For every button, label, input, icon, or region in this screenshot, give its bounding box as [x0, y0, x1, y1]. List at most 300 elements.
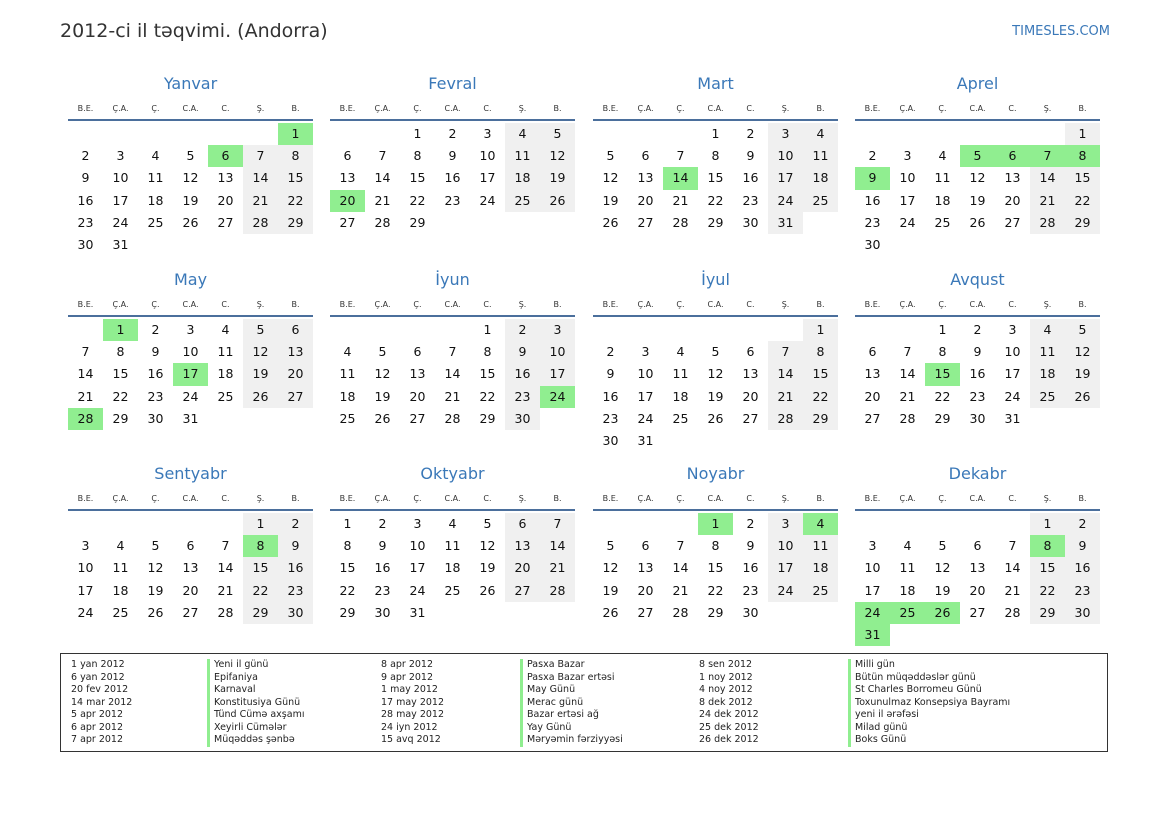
holiday-date: 6 yan 2012	[71, 671, 125, 683]
day-cell: 2	[973, 322, 982, 337]
day-cell: 3	[1008, 322, 1017, 337]
day-cell: 7	[676, 538, 685, 554]
day-cell: 10	[1004, 344, 1021, 360]
weekday-label: Ç.A.	[374, 494, 391, 503]
holiday-name: St Charles Borromeu Günü	[848, 684, 1010, 697]
holiday-date: 9 apr 2012	[381, 671, 434, 683]
day-cell: 24	[899, 214, 916, 230]
day-cell: 3	[868, 538, 877, 554]
day-cell: 22	[339, 582, 356, 598]
empty-cell	[925, 513, 960, 535]
day-cell: 13	[864, 366, 881, 382]
holiday-date: 26 dek 2012	[699, 734, 759, 745]
empty-cell	[855, 513, 890, 535]
empty-cell	[663, 513, 698, 535]
day-cell: 27	[742, 410, 759, 426]
day-cell: 11	[505, 145, 540, 167]
day-cell: 6	[641, 148, 650, 164]
weekday-label: Ç.	[938, 104, 947, 113]
empty-cell	[663, 319, 698, 341]
holiday-date-column	[381, 659, 444, 747]
holiday-date: 6 apr 2012	[71, 721, 124, 733]
day-cell: 5	[483, 516, 492, 531]
day-cell: 25	[1030, 386, 1065, 408]
day-cell: 26	[182, 214, 199, 230]
weekday-label: C.	[1008, 494, 1017, 503]
weekday-label: B.E.	[864, 300, 881, 309]
days-grid	[593, 513, 838, 624]
empty-cell	[365, 319, 400, 341]
day-cell: 7	[81, 344, 90, 360]
holiday-name-column	[520, 659, 623, 747]
week-row	[330, 167, 575, 189]
day-cell: 17	[637, 388, 654, 404]
weekday-label: B.	[553, 104, 562, 113]
day-cell: 6	[186, 538, 195, 554]
weekday-label: C.	[746, 300, 755, 309]
holiday-name: Milad günü	[848, 722, 1010, 735]
empty-cell	[803, 212, 838, 234]
day-cell: 17	[173, 363, 208, 385]
day-cell: 11	[444, 538, 461, 554]
empty-cell	[1030, 624, 1065, 646]
day-cell: 19	[602, 192, 619, 208]
empty-cell	[540, 408, 575, 430]
day-cell: 5	[151, 538, 160, 554]
month-name: May	[173, 270, 208, 289]
empty-cell	[330, 123, 365, 145]
empty-cell	[768, 430, 803, 452]
holiday-date: 1 may 2012	[381, 684, 438, 695]
day-cell: 7	[1008, 538, 1017, 554]
day-cell: 20	[409, 388, 426, 404]
empty-cell	[890, 123, 925, 145]
holiday-name: Bazar ertəsi ağ	[520, 709, 623, 722]
weekday-label: C.A.	[182, 104, 199, 113]
day-cell: 3	[81, 538, 90, 554]
day-cell: 27	[182, 604, 199, 620]
day-cell: 25	[444, 582, 461, 598]
day-cell: 16	[1065, 557, 1100, 579]
day-cell: 8	[413, 148, 422, 164]
holiday-date: 20 fev 2012	[71, 684, 129, 695]
day-cell: 28	[540, 580, 575, 602]
day-cell: 3	[768, 123, 803, 145]
weekday-label: C.	[1008, 104, 1017, 113]
day-cell: 21	[243, 190, 278, 212]
weekday-header	[68, 102, 313, 116]
header-rule	[68, 119, 313, 121]
empty-cell	[890, 234, 925, 256]
day-cell: 28	[768, 408, 803, 430]
day-cell: 27	[505, 580, 540, 602]
empty-cell	[243, 234, 278, 256]
day-cell: 29	[803, 408, 838, 430]
week-row	[68, 123, 313, 145]
day-cell: 26	[243, 386, 278, 408]
weekday-label: B.E.	[602, 494, 619, 503]
weekday-label: B.E.	[602, 104, 619, 113]
day-cell: 24	[479, 192, 496, 208]
day-cell: 10	[768, 535, 803, 557]
day-cell: 6	[278, 319, 313, 341]
day-cell: 11	[339, 366, 356, 382]
week-row	[330, 123, 575, 145]
day-cell: 26	[925, 602, 960, 624]
holiday-date: 4 noy 2012	[699, 684, 753, 695]
day-cell: 28	[899, 410, 916, 426]
day-cell: 9	[606, 366, 615, 382]
day-cell: 13	[182, 560, 199, 576]
day-cell: 21	[77, 388, 94, 404]
weekday-label: Ç.A.	[112, 104, 129, 113]
day-cell: 22	[243, 580, 278, 602]
day-cell: 16	[505, 363, 540, 385]
day-cell: 17	[409, 560, 426, 576]
site-link[interactable]: TIMESLES.COM	[1012, 24, 1110, 39]
day-cell: 30	[1065, 602, 1100, 624]
day-cell: 6	[995, 145, 1030, 167]
empty-cell	[995, 624, 1030, 646]
weekday-label: C.A.	[969, 104, 986, 113]
empty-cell	[768, 319, 803, 341]
day-cell: 1	[413, 126, 422, 141]
weekday-label: B.E.	[339, 494, 356, 503]
week-row	[68, 408, 313, 430]
holiday-list	[60, 653, 1108, 752]
weekday-label: Ç.A.	[112, 300, 129, 309]
day-cell: 27	[339, 214, 356, 230]
day-cell: 19	[1065, 363, 1100, 385]
weekday-label: B.E.	[864, 104, 881, 113]
day-cell: 20	[864, 388, 881, 404]
weekday-label: B.E.	[339, 300, 356, 309]
day-cell: 8	[116, 344, 125, 360]
day-cell: 30	[602, 432, 619, 448]
week-row	[68, 190, 313, 212]
day-cell: 15	[112, 366, 129, 382]
day-cell: 29	[707, 604, 724, 620]
week-row	[330, 145, 575, 167]
empty-cell	[138, 513, 173, 535]
day-cell: 16	[147, 366, 164, 382]
day-cell: 1	[243, 513, 278, 535]
day-cell: 11	[803, 145, 838, 167]
day-cell: 24	[768, 580, 803, 602]
day-cell: 5	[960, 145, 995, 167]
header-rule	[330, 315, 575, 317]
days-grid	[68, 123, 313, 256]
empty-cell	[1030, 123, 1065, 145]
day-cell: 28	[1004, 604, 1021, 620]
empty-cell	[803, 602, 838, 624]
day-cell: 16	[444, 170, 461, 186]
day-cell: 29	[409, 214, 426, 230]
weekday-header	[593, 492, 838, 506]
day-cell: 4	[151, 148, 160, 164]
day-cell: 23	[742, 192, 759, 208]
day-cell: 14	[1030, 167, 1065, 189]
week-row	[855, 341, 1100, 363]
holiday-date: 5 apr 2012	[71, 709, 124, 720]
holiday-name: Milli gün	[848, 659, 1010, 672]
holiday-name: Müqəddəs şənbə	[207, 734, 304, 747]
week-row	[68, 212, 313, 234]
day-cell: 9	[378, 538, 387, 554]
weekday-label: C.A.	[707, 300, 724, 309]
weekday-label: Ş.	[256, 494, 265, 503]
day-cell: 3	[413, 516, 422, 531]
holiday-date: 24 iyn 2012	[381, 721, 438, 733]
week-row	[330, 580, 575, 602]
week-row	[593, 167, 838, 189]
day-cell: 12	[540, 145, 575, 167]
day-cell: 13	[637, 170, 654, 186]
day-cell: 26	[602, 214, 619, 230]
day-cell: 21	[1004, 582, 1021, 598]
day-cell: 25	[890, 602, 925, 624]
empty-cell	[365, 123, 400, 145]
holiday-date: 7 apr 2012	[71, 734, 124, 745]
weekday-label: B.	[291, 104, 300, 113]
day-cell: 1	[1030, 513, 1065, 535]
empty-cell	[278, 234, 313, 256]
weekday-label: C.	[221, 300, 230, 309]
empty-cell	[68, 319, 103, 341]
empty-cell	[435, 319, 470, 341]
day-cell: 20	[1004, 192, 1021, 208]
day-cell: 20	[505, 557, 540, 579]
empty-cell	[470, 602, 505, 624]
empty-cell	[803, 430, 838, 452]
day-cell: 25	[672, 410, 689, 426]
month-name: İyul	[701, 270, 730, 289]
day-cell: 22	[934, 388, 951, 404]
weekday-label: Ç.A.	[374, 300, 391, 309]
week-row	[330, 408, 575, 430]
weekday-header	[68, 298, 313, 312]
week-row	[330, 513, 575, 535]
day-cell: 18	[1030, 363, 1065, 385]
day-cell: 4	[505, 123, 540, 145]
month-block	[330, 463, 575, 624]
week-row	[855, 234, 1100, 256]
week-row	[855, 535, 1100, 557]
empty-cell	[960, 123, 995, 145]
day-cell: 15	[1065, 167, 1100, 189]
empty-cell	[890, 319, 925, 341]
week-row	[68, 580, 313, 602]
day-cell: 19	[374, 388, 391, 404]
day-cell: 11	[147, 170, 164, 186]
empty-cell	[995, 123, 1030, 145]
day-cell: 6	[746, 344, 755, 360]
day-cell: 14	[444, 366, 461, 382]
empty-cell	[330, 319, 365, 341]
day-cell: 4	[221, 322, 230, 337]
days-grid	[593, 123, 838, 234]
day-cell: 21	[899, 388, 916, 404]
empty-cell	[243, 408, 278, 430]
day-cell: 13	[217, 170, 234, 186]
weekday-label: C.	[483, 494, 492, 503]
day-cell: 2	[81, 148, 90, 164]
day-cell: 16	[374, 560, 391, 576]
month-block	[68, 463, 313, 624]
day-cell: 7	[540, 513, 575, 535]
day-cell: 22	[707, 582, 724, 598]
holiday-date: 8 apr 2012	[381, 659, 434, 670]
day-cell: 17	[540, 363, 575, 385]
day-cell: 30	[742, 604, 759, 620]
week-row	[68, 513, 313, 535]
month-block	[68, 269, 313, 430]
day-cell: 12	[934, 560, 951, 576]
holiday-name: Pasxa Bazar	[520, 659, 623, 672]
day-cell: 13	[505, 535, 540, 557]
empty-cell	[733, 319, 768, 341]
week-row	[855, 190, 1100, 212]
day-cell: 8	[1065, 145, 1100, 167]
day-cell: 12	[374, 366, 391, 382]
day-cell: 26	[707, 410, 724, 426]
day-cell: 10	[182, 344, 199, 360]
holiday-name: Yeni il günü	[207, 659, 304, 672]
holiday-name: Karnaval	[207, 684, 304, 697]
day-cell: 5	[606, 148, 615, 164]
month-block	[855, 73, 1100, 256]
days-grid	[330, 513, 575, 624]
day-cell: 4	[116, 538, 125, 554]
empty-cell	[505, 602, 540, 624]
day-cell: 29	[1065, 212, 1100, 234]
holiday-name: Məryəmin fərziyyəsi	[520, 734, 623, 747]
week-row	[68, 145, 313, 167]
day-cell: 19	[147, 582, 164, 598]
day-cell: 2	[151, 322, 160, 337]
month-name: Noyabr	[686, 464, 745, 483]
empty-cell	[890, 624, 925, 646]
month-name: İyun	[435, 270, 470, 289]
day-cell: 11	[899, 560, 916, 576]
day-cell: 10	[77, 560, 94, 576]
header-rule	[593, 119, 838, 121]
week-row	[330, 190, 575, 212]
day-cell: 5	[1065, 319, 1100, 341]
day-cell: 1	[803, 319, 838, 341]
day-cell: 10	[637, 366, 654, 382]
weekday-header	[330, 102, 575, 116]
day-cell: 20	[217, 192, 234, 208]
day-cell: 23	[444, 192, 461, 208]
week-row	[855, 624, 1100, 646]
holiday-name-column	[848, 659, 1010, 747]
week-row	[330, 341, 575, 363]
week-row	[68, 602, 313, 624]
week-row	[68, 341, 313, 363]
holiday-name: yeni il ərəfəsi	[848, 709, 1010, 722]
empty-cell	[138, 234, 173, 256]
day-cell: 28	[68, 408, 103, 430]
empty-cell	[1030, 408, 1065, 430]
weekday-label: Ş.	[781, 494, 790, 503]
weekday-label: Ç.	[676, 494, 685, 503]
week-row	[330, 319, 575, 341]
day-cell: 5	[378, 344, 387, 360]
day-cell: 31	[1004, 410, 1021, 426]
day-cell: 20	[637, 192, 654, 208]
days-grid	[855, 123, 1100, 256]
weekday-label: B.E.	[339, 104, 356, 113]
day-cell: 21	[672, 192, 689, 208]
empty-cell	[628, 319, 663, 341]
holiday-name: Bütün müqəddəslər günü	[848, 672, 1010, 685]
empty-cell	[208, 234, 243, 256]
day-cell: 24	[182, 388, 199, 404]
empty-cell	[1065, 624, 1100, 646]
weekday-label: Ş.	[518, 494, 527, 503]
day-cell: 4	[448, 516, 457, 531]
day-cell: 15	[409, 170, 426, 186]
empty-cell	[173, 234, 208, 256]
week-row	[855, 602, 1100, 624]
empty-cell	[698, 319, 733, 341]
week-row	[330, 363, 575, 385]
day-cell: 28	[217, 604, 234, 620]
weekday-label: B.	[816, 494, 825, 503]
day-cell: 27	[637, 604, 654, 620]
week-row	[68, 167, 313, 189]
day-cell: 20	[742, 388, 759, 404]
day-cell: 22	[409, 192, 426, 208]
day-cell: 29	[112, 410, 129, 426]
holiday-name: Merac günü	[520, 697, 623, 710]
empty-cell	[925, 624, 960, 646]
day-cell: 24	[1004, 388, 1021, 404]
header-rule	[68, 315, 313, 317]
holiday-date-column	[699, 659, 759, 747]
week-row	[593, 190, 838, 212]
day-cell: 15	[479, 366, 496, 382]
day-cell: 16	[77, 192, 94, 208]
weekday-label: Ç.A.	[637, 300, 654, 309]
day-cell: 30	[864, 236, 881, 252]
day-cell: 29	[278, 212, 313, 234]
day-cell: 30	[278, 602, 313, 624]
day-cell: 26	[540, 190, 575, 212]
day-cell: 16	[969, 366, 986, 382]
empty-cell	[855, 123, 890, 145]
day-cell: 17	[77, 582, 94, 598]
day-cell: 26	[1065, 386, 1100, 408]
week-row	[855, 212, 1100, 234]
weekday-label: B.	[1078, 494, 1087, 503]
week-row	[68, 363, 313, 385]
day-cell: 26	[969, 214, 986, 230]
day-cell: 18	[505, 167, 540, 189]
day-cell: 6	[868, 344, 877, 360]
day-cell: 25	[803, 580, 838, 602]
weekday-label: B.	[291, 494, 300, 503]
day-cell: 7	[243, 145, 278, 167]
empty-cell	[890, 513, 925, 535]
day-cell: 2	[505, 319, 540, 341]
day-cell: 16	[742, 170, 759, 186]
day-cell: 20	[330, 190, 365, 212]
holiday-date: 15 avq 2012	[381, 734, 441, 745]
week-row	[593, 341, 838, 363]
holiday-date: 1 yan 2012	[71, 659, 125, 670]
